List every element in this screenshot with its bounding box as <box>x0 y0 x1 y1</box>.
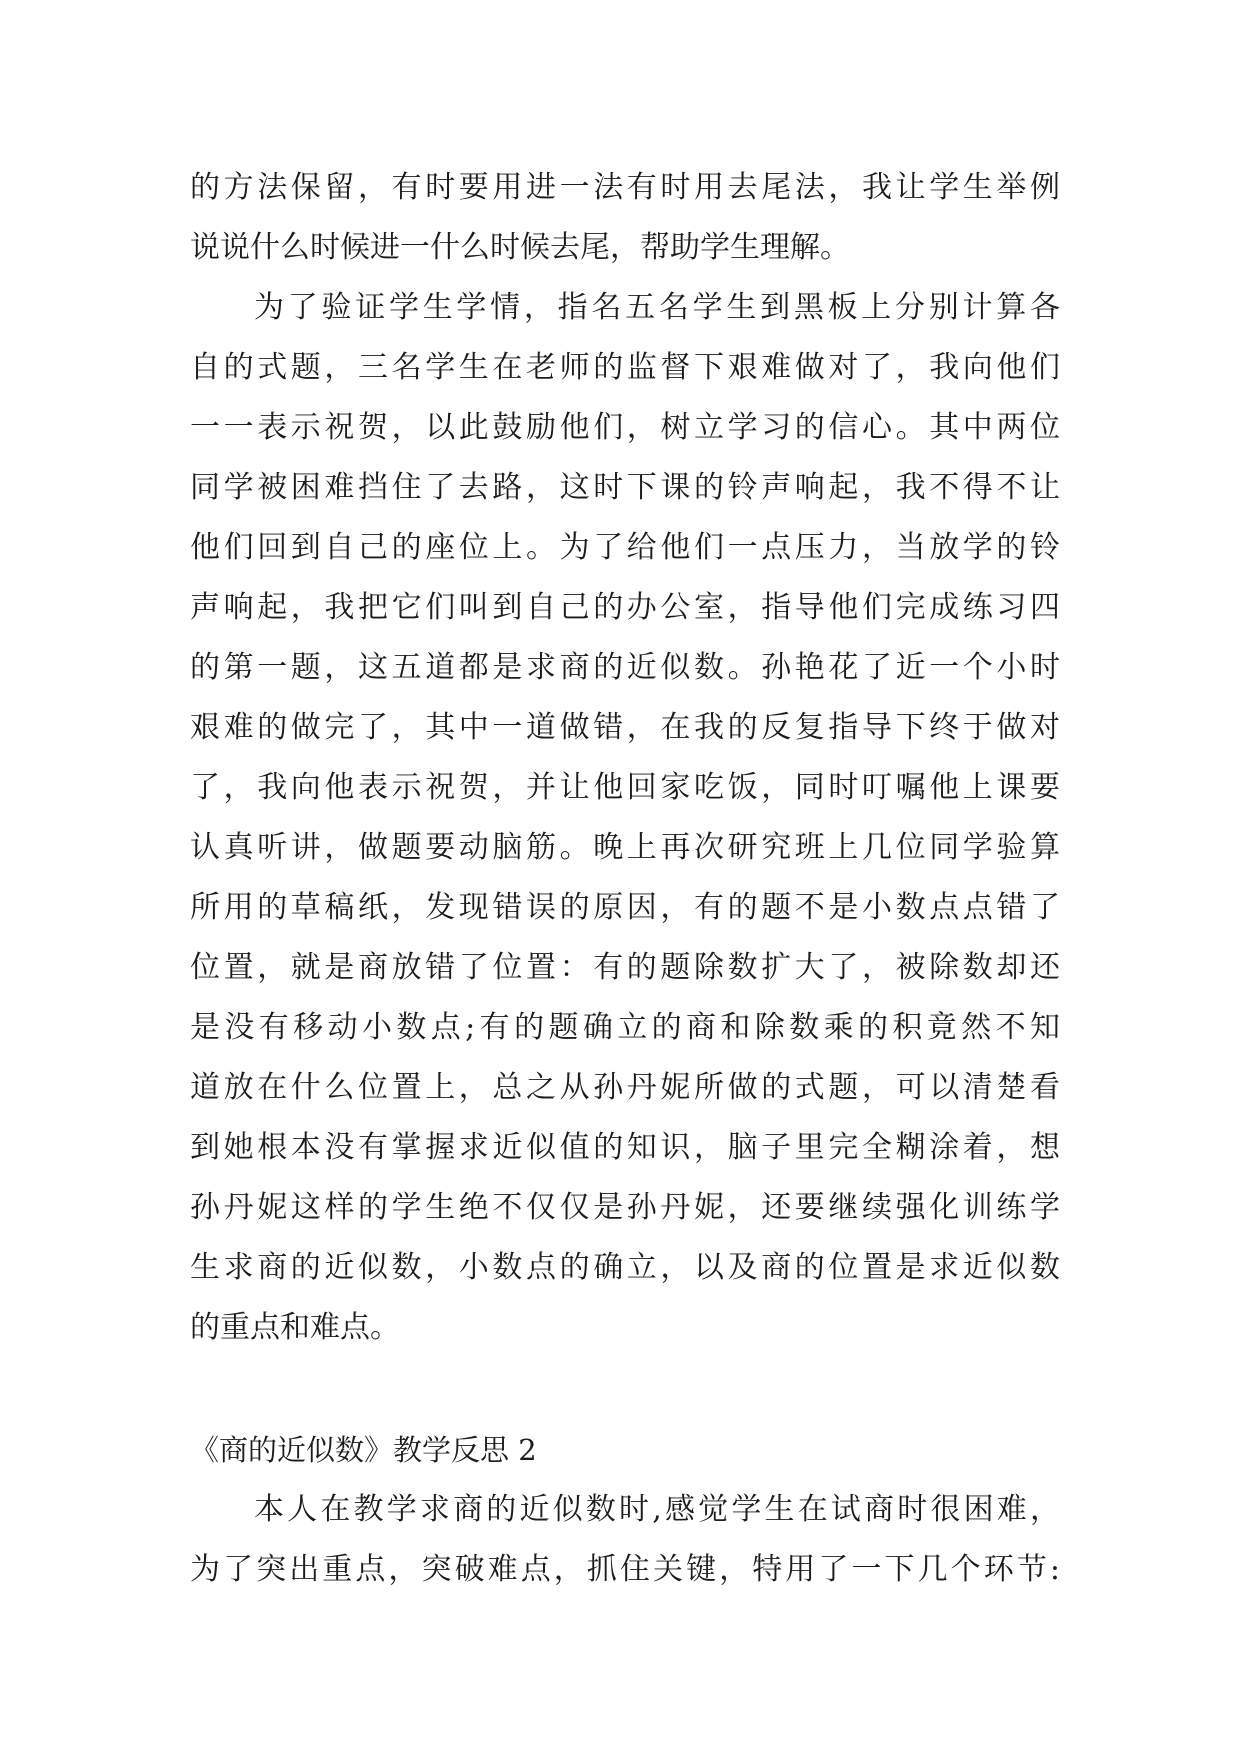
text-line: 所用的草稿纸，发现错误的原因，有的题不是小数点点错了 <box>190 890 1060 925</box>
text-line: 位置，就是商放错了位置：有的题除数扩大了，被除数却还 <box>190 950 1060 985</box>
section-title: 《商的近似数》教学反思 2 <box>190 1433 537 1467</box>
text-line: 说说什么时候进一什么时候去尾，帮助学生理解。 <box>190 230 850 265</box>
text-line: 道放在什么位置上，总之从孙丹妮所做的式题，可以清楚看 <box>190 1070 1060 1105</box>
text-line: 声响起，我把它们叫到自己的办公室，指导他们完成练习四 <box>190 590 1060 625</box>
paragraph-3 <box>190 1480 1060 1600</box>
text-line: 认真听讲，做题要动脑筋。晚上再次研究班上几位同学验算 <box>190 830 1060 865</box>
document-body <box>190 158 1060 1600</box>
text-line: 了，我向他表示祝贺，并让他回家吃饭，同时叮嘱他上课要 <box>190 770 1060 805</box>
section-gap <box>190 1358 1060 1420</box>
text-line: 自的式题，三名学生在老师的监督下艰难做对了，我向他们 <box>190 350 1060 385</box>
text-line: 艰难的做完了，其中一道做错，在我的反复指导下终于做对 <box>190 710 1060 745</box>
text-line: 为了验证学生学情，指名五名学生到黑板上分别计算各 <box>254 290 1060 325</box>
text-line: 的重点和难点。 <box>190 1310 400 1345</box>
paragraph-2 <box>190 278 1060 1358</box>
text-line: 孙丹妮这样的学生绝不仅仅是孙丹妮，还要继续强化训练学 <box>190 1190 1060 1225</box>
text-line: 一一表示祝贺，以此鼓励他们，树立学习的信心。其中两位 <box>190 410 1060 445</box>
text-line: 的第一题，这五道都是求商的近似数。孙艳花了近一个小时 <box>190 650 1060 685</box>
text-line: 生求商的近似数，小数点的确立，以及商的位置是求近似数 <box>190 1250 1060 1285</box>
text-line: 同学被困难挡住了去路，这时下课的铃声响起，我不得不让 <box>190 470 1060 505</box>
text-line: 他们回到自己的座位上。为了给他们一点压力，当放学的铃 <box>190 530 1060 565</box>
paragraph-1 <box>190 158 1060 278</box>
text-line: 到她根本没有掌握求近似值的知识，脑子里完全糊涂着，想 <box>190 1130 1060 1165</box>
text-line: 本人在教学求商的近似数时,感觉学生在试商时很困难， <box>254 1492 1060 1527</box>
text-line: 的方法保留，有时要用进一法有时用去尾法，我让学生举例 <box>190 170 1060 205</box>
text-line: 为了突出重点，突破难点，抓住关键，特用了一下几个环节: <box>190 1552 1060 1587</box>
text-line: 是没有移动小数点;有的题确立的商和除数乘的积竟然不知 <box>190 1010 1060 1045</box>
